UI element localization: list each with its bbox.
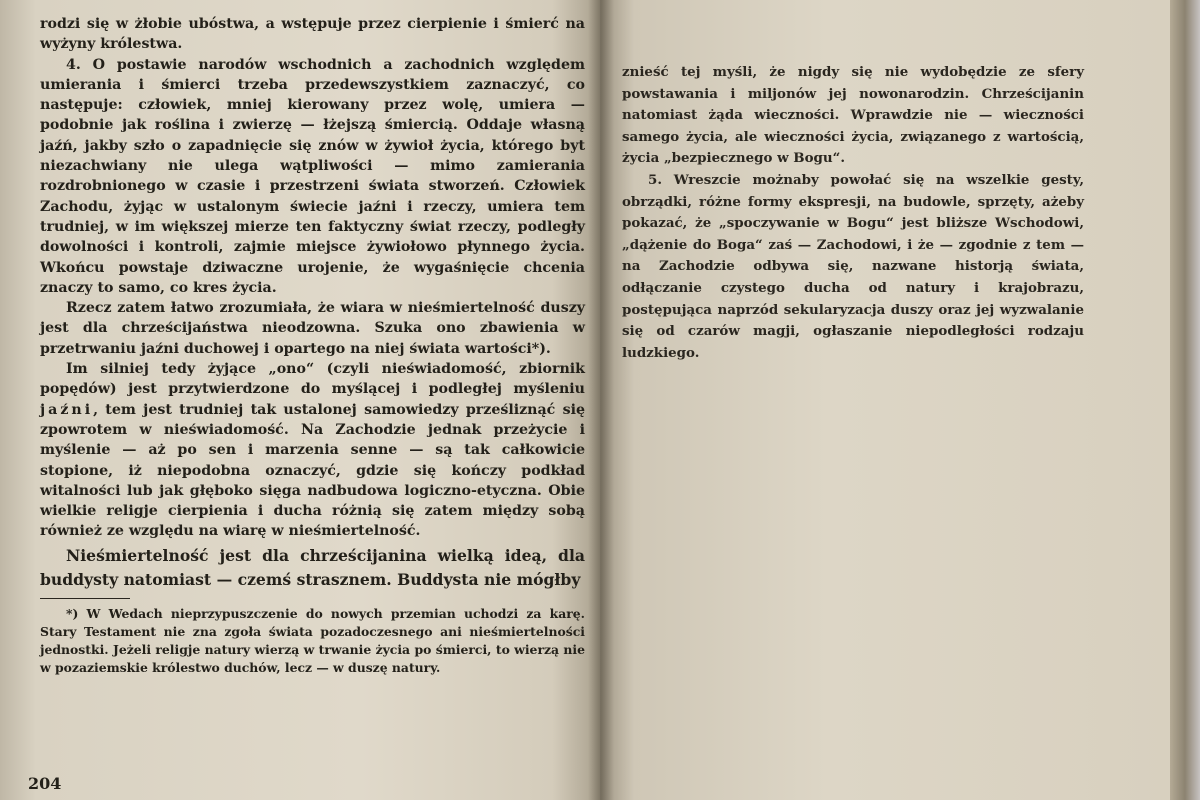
- footnote: [40, 605, 585, 678]
- page-number: 204: [28, 774, 62, 793]
- left-page-text: [40, 14, 585, 678]
- paragraph-unconscious: [40, 359, 585, 542]
- page-edges: [1170, 0, 1200, 800]
- paragraph-continuation: rodzi się w żłobie ubóstwa, a wstępuje przez cierpienie i śmierć na wyżyny królestwa.: [40, 16, 585, 53]
- paragraph-unconscious-part-2: , tem jest trudniej tak ustalonej samowiedzy prześliznąć się zpowrotem w nieświadomość. Na Zachodzie jednak przeżycie i myślenie — aż po sen i marzenia senne — są tak całkowicie stopione, iż niepodobna oznaczyć, gdzie się kończy podkład witalności lub jak głęboko sięga nadbudowa logiczno-etyczna. Obie wielkie religje cierpienia i ducha różnią się zatem między sobą również ze względu na wiarę w nieśmiertelność.: [40, 401, 585, 540]
- book-gutter: [588, 0, 614, 800]
- paragraph-immortality-faith: Rzecz zatem łatwo zrozumiała, że wiara w nieśmiertelność duszy jest dla chrześcijaństwa nieodzowna. Szuka ono zbawienia w przetrwaniu jaźni duchowej i opartego na niej świata wartości*).: [40, 300, 585, 357]
- right-page: [600, 0, 1170, 800]
- footnote-divider: [40, 598, 130, 599]
- paragraph-unconscious-part-1: Im silniej tedy żyjące „ono“ (czyli nieświadomość, zbiornik popędów) jest przytwierdzone do myślącej i podległej myśleniu: [40, 361, 585, 398]
- paragraph-section-5: 5. Wreszcie możnaby powołać się na wszelkie gesty, obrządki, różne formy ekspresji, na budowle, sprzęty, ażeby pokazać, że „spoczywanie w Bogu“ jest bliższe Wschodowi, „dążenie do Boga“ zaś — Zachodowi, i że — zgodnie z tem — na Zachodzie odbywa się, nazwane historją świata, odłączanie czystego ducha od natury i krajobrazu, postępująca naprzód sekularyzacja duszy oraz jej wyzwalanie się od czarów magji, ogłaszanie niepodległości rodzaju ludzkiego.: [622, 171, 1084, 361]
- paragraph-continuation-right: znieść tej myśli, że nigdy się nie wydobędzie ze sfery powstawania i miljonów jej nowonarodzin. Chrześcijanin natomiast żąda wieczności. Wprawdzie nie — wieczności samego życia, ale wieczności życia, związanego z wartością, życia „bezpiecznego w Bogu“.: [622, 64, 1084, 167]
- paragraph-section-4: 4. O postawie narodów wschodnich a zachodnich względem umierania i śmierci trzeba przedewszystkiem zaznaczyć, co następuje: człowiek, mniej kierowany przez wolę, umiera — podobnie jak roślina i zwierzę — łżejszą śmiercią. Oddaje własną jaźń, jakby szło o zapadnięcie się znów w żywioł życia, którego byt niezachwiany nie ulega wątpliwości — mimo zamierania rozdrobnionego w czasie i przestrzeni świata stworzeń. Człowiek Zachodu, żyjąc w ustalonym świecie jaźni i rzeczy, umiera tem trudniej, w im większej mierze ten faktyczny świat rzeczy, podległy dowolności i kontroli, zajmie miejsce żywiołowo płynnego życia. Wkońcu powstaje dziwaczne urojenie, że wygaśnięcie chcenia znaczy to samo, co kres życia.: [40, 56, 585, 296]
- emphasized-word-jazni: jaźni: [40, 401, 94, 418]
- footnote-text: *) W Wedach nieprzypuszczenie do nowych przemian uchodzi za karę. Stary Testament nie zna zgoła świata pozadoczesnego ani nieśmiertelności jednostki. Jeżeli religje natury wierzą w trwanie życia po śmierci, to wierzą nie w pozaziemskie królestwo duchów, lecz — w duszę natury.: [40, 605, 585, 676]
- paragraph-buddhist: Nieśmiertelność jest dla chrześcijanina wielką ideą, dla buddysty natomiast — czemś strasznem. Buddysta nie mógłby: [40, 545, 585, 589]
- right-page-text: [622, 62, 1084, 364]
